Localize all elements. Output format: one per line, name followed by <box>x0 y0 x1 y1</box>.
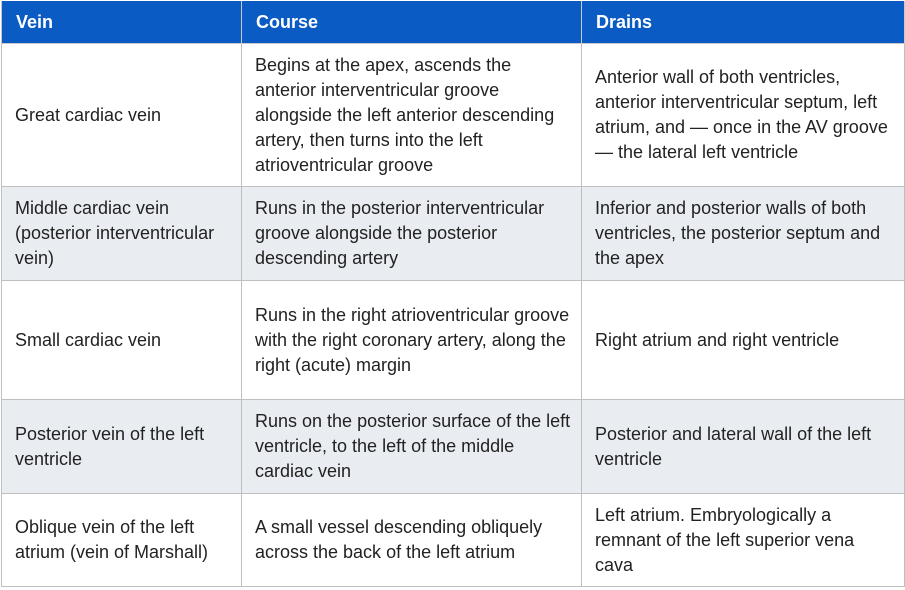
table-row <box>2 494 905 587</box>
cell-vein: Middle cardiac vein (posterior interventricular vein) <box>2 187 242 281</box>
cell-course: A small vessel descending obliquely across the back of the left atrium <box>242 494 582 587</box>
cell-drains: Right atrium and right ventricle <box>582 281 905 400</box>
cell-drains: Left atrium. Embryologically a remnant of the left superior vena cava <box>582 494 905 587</box>
cell-vein: Small cardiac vein <box>2 281 242 400</box>
table-row <box>2 281 905 400</box>
cell-course: Runs in the posterior interventricular groove alongside the posterior descending artery <box>242 187 582 281</box>
cell-vein: Posterior vein of the left ventricle <box>2 400 242 494</box>
cell-drains: Inferior and posterior walls of both ventricles, the posterior septum and the apex <box>582 187 905 281</box>
header-vein: Vein <box>2 1 242 44</box>
cell-course: Runs on the posterior surface of the left ventricle, to the left of the middle cardiac vein <box>242 400 582 494</box>
cell-drains: Anterior wall of both ventricles, anterior interventricular septum, left atrium, and — once in the AV groove — the lateral left ventricle <box>582 44 905 187</box>
table-row <box>2 400 905 494</box>
cell-course: Runs in the right atrioventricular groove with the right coronary artery, along the right (acute) margin <box>242 281 582 400</box>
cell-vein: Great cardiac vein <box>2 44 242 187</box>
cell-course: Begins at the apex, ascends the anterior interventricular groove alongside the left anterior descending artery, then turns into the left atrioventricular groove <box>242 44 582 187</box>
cell-drains: Posterior and lateral wall of the left ventricle <box>582 400 905 494</box>
header-row <box>2 1 905 44</box>
header-course: Course <box>242 1 582 44</box>
table-row <box>2 187 905 281</box>
header-drains: Drains <box>582 1 905 44</box>
cardiac-veins-table <box>1 1 905 587</box>
cell-vein: Oblique vein of the left atrium (vein of Marshall) <box>2 494 242 587</box>
table-row <box>2 44 905 187</box>
